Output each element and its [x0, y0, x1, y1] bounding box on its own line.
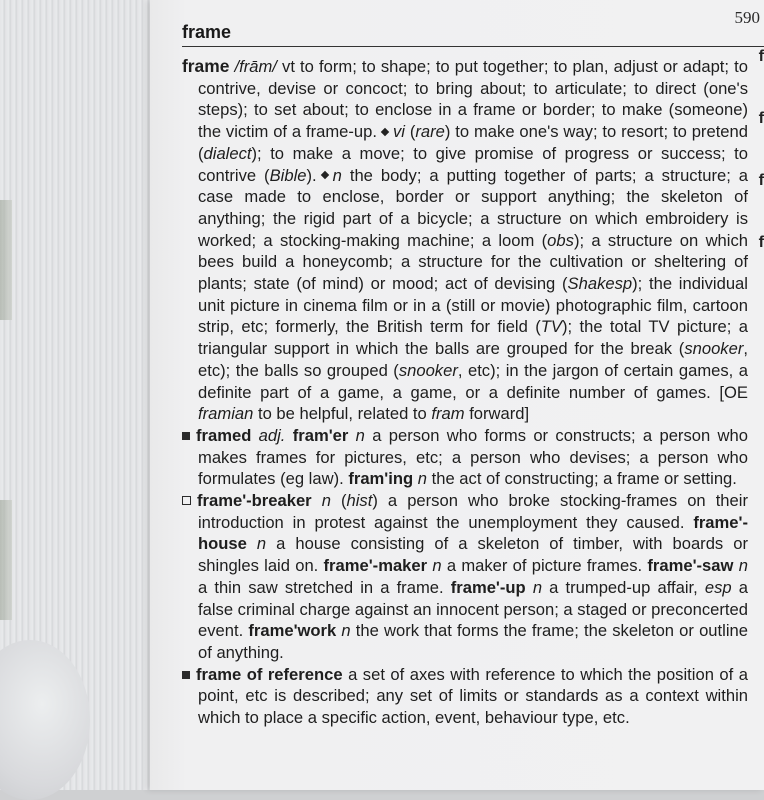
next-column-letter: f: [758, 234, 764, 251]
filled-square-icon: [182, 432, 190, 440]
definition-text: a thin saw stretched in a frame.: [198, 577, 444, 597]
subentry-word: frame'-maker: [323, 556, 428, 576]
pos-label: n: [256, 534, 267, 554]
definition-text: a house consisting of a skeleton of timber, with boards or shingles laid on.: [198, 534, 748, 576]
etymon: fram: [431, 404, 465, 424]
pos-label: n: [532, 577, 543, 597]
usage-label: obs: [547, 230, 574, 250]
definition-text: , etc); in the jargon of certain games, a definite part of a game, a game, or a definite number of games. [OE: [198, 360, 748, 402]
definition-text: ); a structure on which bees build a honeycomb; a structure for the cultivation or sheltering of plants; state (of mind) or mood; act of devising (: [198, 230, 748, 294]
subentry-word: frame'work: [248, 621, 337, 641]
definition-text: to be helpful, related to: [253, 404, 432, 424]
stacked-page-edges: [0, 0, 150, 790]
phrase-entry: [182, 664, 748, 729]
definition-text: a false criminal charge against an innocent person; a staged or preconcerted event.: [198, 577, 748, 641]
entry-column: [182, 56, 748, 729]
pos-label: adj.: [258, 425, 286, 445]
definition-text: vt to form; to shape; to put together; to plan, adjust or adapt; to contrive, devise or concoct; to bring about; to articulate; to direct (one's steps); to set about; to enclose in a frame or border; to make (someone) the victim of a frame-up.: [198, 57, 748, 142]
pos-label: n: [432, 556, 442, 576]
definition-text: ); the individual unit picture in cinema film or in a (still or movie) photographic film, cartoon strip, etc; formerly, the British term for field (: [198, 274, 748, 337]
main-entry: [182, 56, 748, 425]
definition-text: ); to make a move; to give promise of progress or success; to contrive (: [198, 143, 748, 185]
definition-text: the act of constructing; a frame or setting.: [427, 469, 737, 489]
page-curl: [0, 640, 90, 800]
next-column-fragment: [759, 48, 764, 296]
subentry-word: framed: [196, 425, 252, 445]
definition-text: ) a person who broke stocking-frames on their introduction in protest against the unemployment they caused.: [198, 491, 748, 532]
definition-text: forward]: [464, 404, 530, 424]
usage-label: Bible: [269, 165, 307, 185]
subentry-word: frame of reference: [196, 664, 343, 684]
pos-label: n: [417, 469, 427, 489]
next-column-letter: f: [758, 48, 764, 65]
compound-forms: [182, 490, 748, 664]
pos-label: n: [341, 621, 351, 641]
definition-text: (: [404, 122, 416, 142]
filled-square-icon: [182, 671, 190, 679]
definition-text: ) to make one's way; to resort; to pretend (: [198, 122, 748, 163]
dictionary-page: [150, 0, 764, 790]
subentry-word: frame'-house: [198, 512, 748, 554]
header-rule: [182, 46, 764, 47]
usage-label: hist: [346, 491, 373, 511]
definition-text: a person who forms or constructs; a person who makes frames for pictures, etc; a person who devises; a person who formulates (eg law).: [198, 425, 748, 489]
pos-label: n: [738, 556, 748, 576]
definition-text: , etc); the balls so grouped (: [198, 339, 748, 380]
subentry-word: frame'-saw: [647, 556, 734, 576]
headword: frame: [182, 56, 230, 76]
definition-text: the work that forms the frame; the skeleton or outline of anything.: [198, 621, 748, 662]
open-square-icon: [182, 496, 191, 505]
pos-label: n: [321, 491, 331, 511]
subentry-word: fram'er: [292, 425, 349, 445]
definition-text: a maker of picture frames.: [441, 556, 643, 576]
pos-label: n: [332, 165, 342, 185]
page-edge-shadow: [0, 500, 12, 620]
usage-label: snooker: [684, 339, 744, 359]
diamond-icon: [320, 171, 328, 179]
subentry-word: frame'-up: [450, 577, 526, 597]
usage-label: esp: [704, 577, 732, 597]
definition-text: ).: [306, 165, 317, 185]
derived-forms: [182, 425, 748, 490]
definition-text: a set of axes with reference to which the position of a point, etc is described; any set of limits or standards as a context within which to place a specific action, event, behaviour type, etc.: [198, 664, 748, 728]
next-column-letter: f: [758, 172, 764, 189]
pronunciation: /frām/: [234, 57, 277, 76]
definition-text: the body; a putting together of parts; a structure; a case made to enclose, border or support anything; the skeleton of anything; the rigid part of a bicycle; a structure on which embroidery is worked; a stocking-making machine; a loom (: [198, 165, 748, 250]
pos-label: n: [355, 425, 365, 445]
usage-label: rare: [415, 122, 445, 142]
etymon: framian: [198, 404, 254, 424]
page-number: 590: [734, 8, 760, 27]
next-column-letter: f: [758, 110, 764, 127]
diamond-icon: [381, 127, 389, 135]
definition-text: (: [330, 491, 347, 511]
page-edge-shadow: [0, 200, 12, 320]
definition-text: a trumped-up affair,: [542, 577, 705, 597]
definition-text: ); the total TV picture; a triangular support in which the balls are grouped for the break (: [198, 317, 748, 359]
usage-label: TV: [540, 317, 562, 337]
pos-label: vi: [393, 122, 405, 142]
usage-label: Shakesp: [567, 274, 633, 294]
usage-label: snooker: [398, 360, 458, 380]
usage-label: dialect: [203, 143, 252, 163]
running-head: frame: [182, 22, 232, 42]
subentry-word: frame'-breaker: [197, 491, 312, 511]
subentry-word: fram'ing: [348, 469, 414, 489]
